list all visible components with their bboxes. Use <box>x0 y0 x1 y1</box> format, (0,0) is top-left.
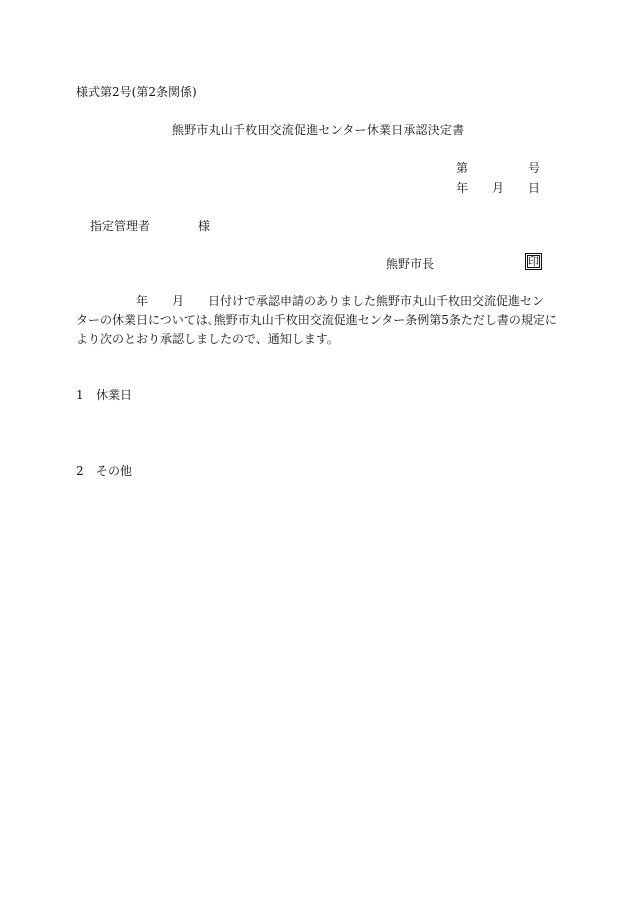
date-day-label: 日 <box>527 181 540 195</box>
document-number-line <box>456 160 540 176</box>
form-number: 様式第2号(第2条関係) <box>76 85 197 99</box>
date-month-label: 月 <box>491 181 504 195</box>
body-year-label: 年 <box>136 294 149 308</box>
addressee <box>90 218 210 234</box>
number-suffix: 号 <box>527 161 540 175</box>
item-label: その他 <box>96 464 133 478</box>
number-prefix: 第 <box>456 161 469 175</box>
addressee-honorific: 様 <box>198 219 211 233</box>
body-line-2: ターの休業日については､熊野市丸山千枚田交流促進センター条例第5条ただし書の規定に <box>76 313 557 327</box>
body-line-1 <box>76 292 554 311</box>
notice-body <box>76 292 557 349</box>
body-month-label: 月 <box>172 294 185 308</box>
seal-stamp-box: 印 <box>525 253 542 270</box>
body-line-3: より次のとおり承認しましたので、通知します。 <box>76 332 339 346</box>
item-number: 2 <box>76 464 84 478</box>
item-holiday <box>76 387 132 403</box>
addressee-label: 指定管理者 <box>90 219 151 233</box>
item-other <box>76 463 132 479</box>
body-line-1-text: 日付けで承認申請のありました熊野市丸山千枚田交流促進セン <box>208 294 545 308</box>
issuer-name: 熊野市長 <box>386 257 435 271</box>
document-title: 熊野市丸山千枚田交流促進センター休業日承認決定書 <box>172 123 465 137</box>
item-label: 休業日 <box>96 388 133 402</box>
document-date-line <box>456 180 540 196</box>
date-year-label: 年 <box>456 181 469 195</box>
item-number: 1 <box>76 388 84 402</box>
